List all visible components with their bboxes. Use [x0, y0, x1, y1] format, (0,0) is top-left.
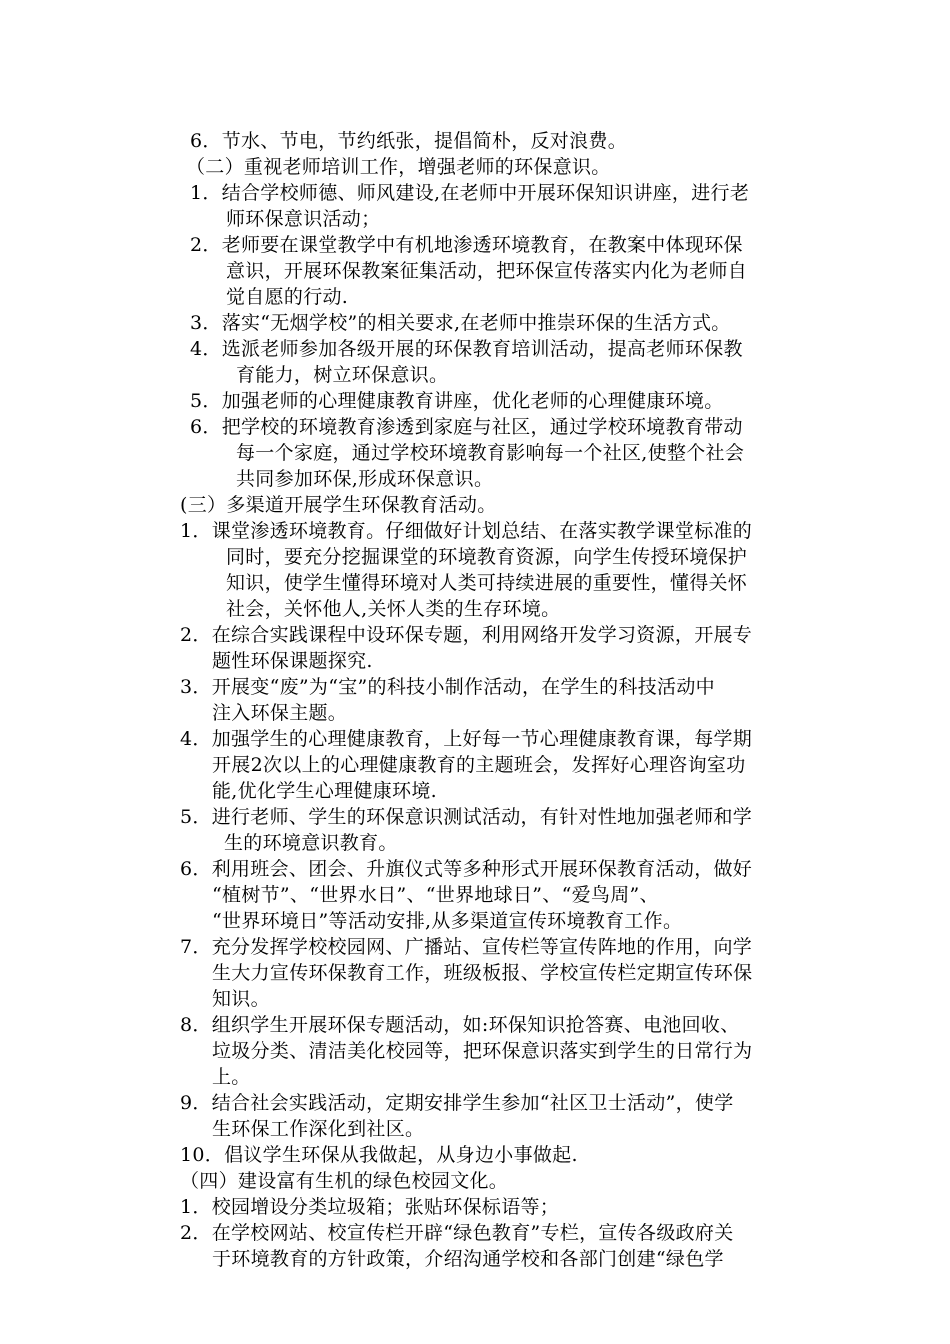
text-line: 3．开展变“废”为“宝”的科技小制作活动，在学生的科技活动中	[180, 676, 715, 698]
text-line: 2．在学校网站、校宣传栏开辟“绿色教育”专栏，宣传各级政府关	[180, 1222, 734, 1244]
section-heading: （四）建设富有生机的绿色校园文化。	[180, 1170, 509, 1192]
text-line: 9．结合社会实践活动，定期安排学生参加“社区卫士活动”，使学	[180, 1092, 734, 1114]
text-line: 5．加强老师的心理健康教育讲座，优化老师的心理健康环境。	[190, 390, 724, 412]
text-line: 社会，关怀他人,关怀人类的生存环境。	[226, 598, 561, 620]
text-line: 意识，开展环保教案征集活动，把环保宣传落实内化为老师自	[226, 260, 748, 282]
text-line: 注入环保主题。	[212, 702, 348, 724]
text-line: 觉自愿的行动.	[226, 286, 349, 308]
text-line: 6．节水、节电，节约纸张，提倡简朴，反对浪费。	[190, 130, 627, 152]
text-line: 开展2次以上的心理健康教育的主题班会，发挥好心理咨询室功	[212, 754, 746, 776]
text-line: 1．结合学校师德、师风建设,在老师中开展环保知识讲座，进行老	[190, 182, 750, 204]
text-line: 同时，要充分挖掘课堂的环境教育资源，向学生传授环境保护	[226, 546, 748, 568]
text-line: 能,优化学生心理健康环境.	[212, 780, 437, 802]
text-line: 7．充分发挥学校校园网、广播站、宣传栏等宣传阵地的作用，向学	[180, 936, 753, 958]
text-line: 知识，使学生懂得环境对人类可持续进展的重要性，懂得关怀	[226, 572, 748, 594]
text-line: 于环境教育的方针政策，介绍沟通学校和各部门创建“绿色学	[212, 1248, 724, 1270]
text-line: 知识。	[212, 988, 270, 1010]
text-line: 4．加强学生的心理健康教育，上好每一节心理健康教育课，每学期	[180, 728, 753, 750]
text-line: 共同参加环保,形成环保意识。	[236, 468, 494, 490]
text-line: 5．进行老师、学生的环保意识测试活动，有针对性地加强老师和学	[180, 806, 753, 828]
text-line: 生大力宣传环保教育工作，班级板报、学校宣传栏定期宣传环保	[212, 962, 753, 984]
section-heading: （二）重视老师培训工作，增强老师的环保意识。	[186, 156, 611, 178]
text-line: 6．把学校的环境教育渗透到家庭与社区，通过学校环境教育带动	[190, 416, 743, 438]
text-line: 师环保意识活动；	[226, 208, 381, 230]
text-line: 题性环保课题探究.	[212, 650, 373, 672]
text-line: 育能力，树立环保意识。	[236, 364, 449, 386]
text-line: 每一个家庭，通过学校环境教育影响每一个社区,使整个社会	[236, 442, 745, 464]
section-heading: (三）多渠道开展学生环保教育活动。	[180, 494, 497, 516]
text-line: 上。	[212, 1066, 251, 1088]
text-line: 10．倡议学生环保从我做起，从身边小事做起.	[180, 1144, 578, 1166]
text-line: “世界环境日”等活动安排,从多渠道宣传环境教育工作。	[212, 910, 683, 932]
text-line: 1．校园增设分类垃圾箱；张贴环保标语等；	[180, 1196, 560, 1218]
text-line: 生的环境意识教育。	[224, 832, 398, 854]
text-line: 6．利用班会、团会、升旗仪式等多种形式开展环保教育活动，做好	[180, 858, 753, 880]
text-line: 8．组织学生开展环保专题活动，如:环保知识抢答赛、电池回收、	[180, 1014, 740, 1036]
text-line: 垃圾分类、清洁美化校园等，把环保意识落实到学生的日常行为	[212, 1040, 753, 1062]
text-line: 2．老师要在课堂教学中有机地渗透环境教育，在教案中体现环保	[190, 234, 743, 256]
text-line: “植树节”、“世界水日”、“世界地球日”、“爱鸟周”、	[212, 884, 659, 906]
text-line: 1．课堂渗透环境教育。仔细做好计划总结、在落实教学课堂标准的	[180, 520, 753, 542]
text-line: 2．在综合实践课程中设环保专题，利用网络开发学习资源，开展专	[180, 624, 753, 646]
text-line: 生环保工作深化到社区。	[212, 1118, 425, 1140]
text-line: 4．选派老师参加各级开展的环保教育培训活动，提高老师环保教	[190, 338, 743, 360]
text-line: 3．落实“无烟学校”的相关要求,在老师中推崇环保的生活方式。	[190, 312, 731, 334]
